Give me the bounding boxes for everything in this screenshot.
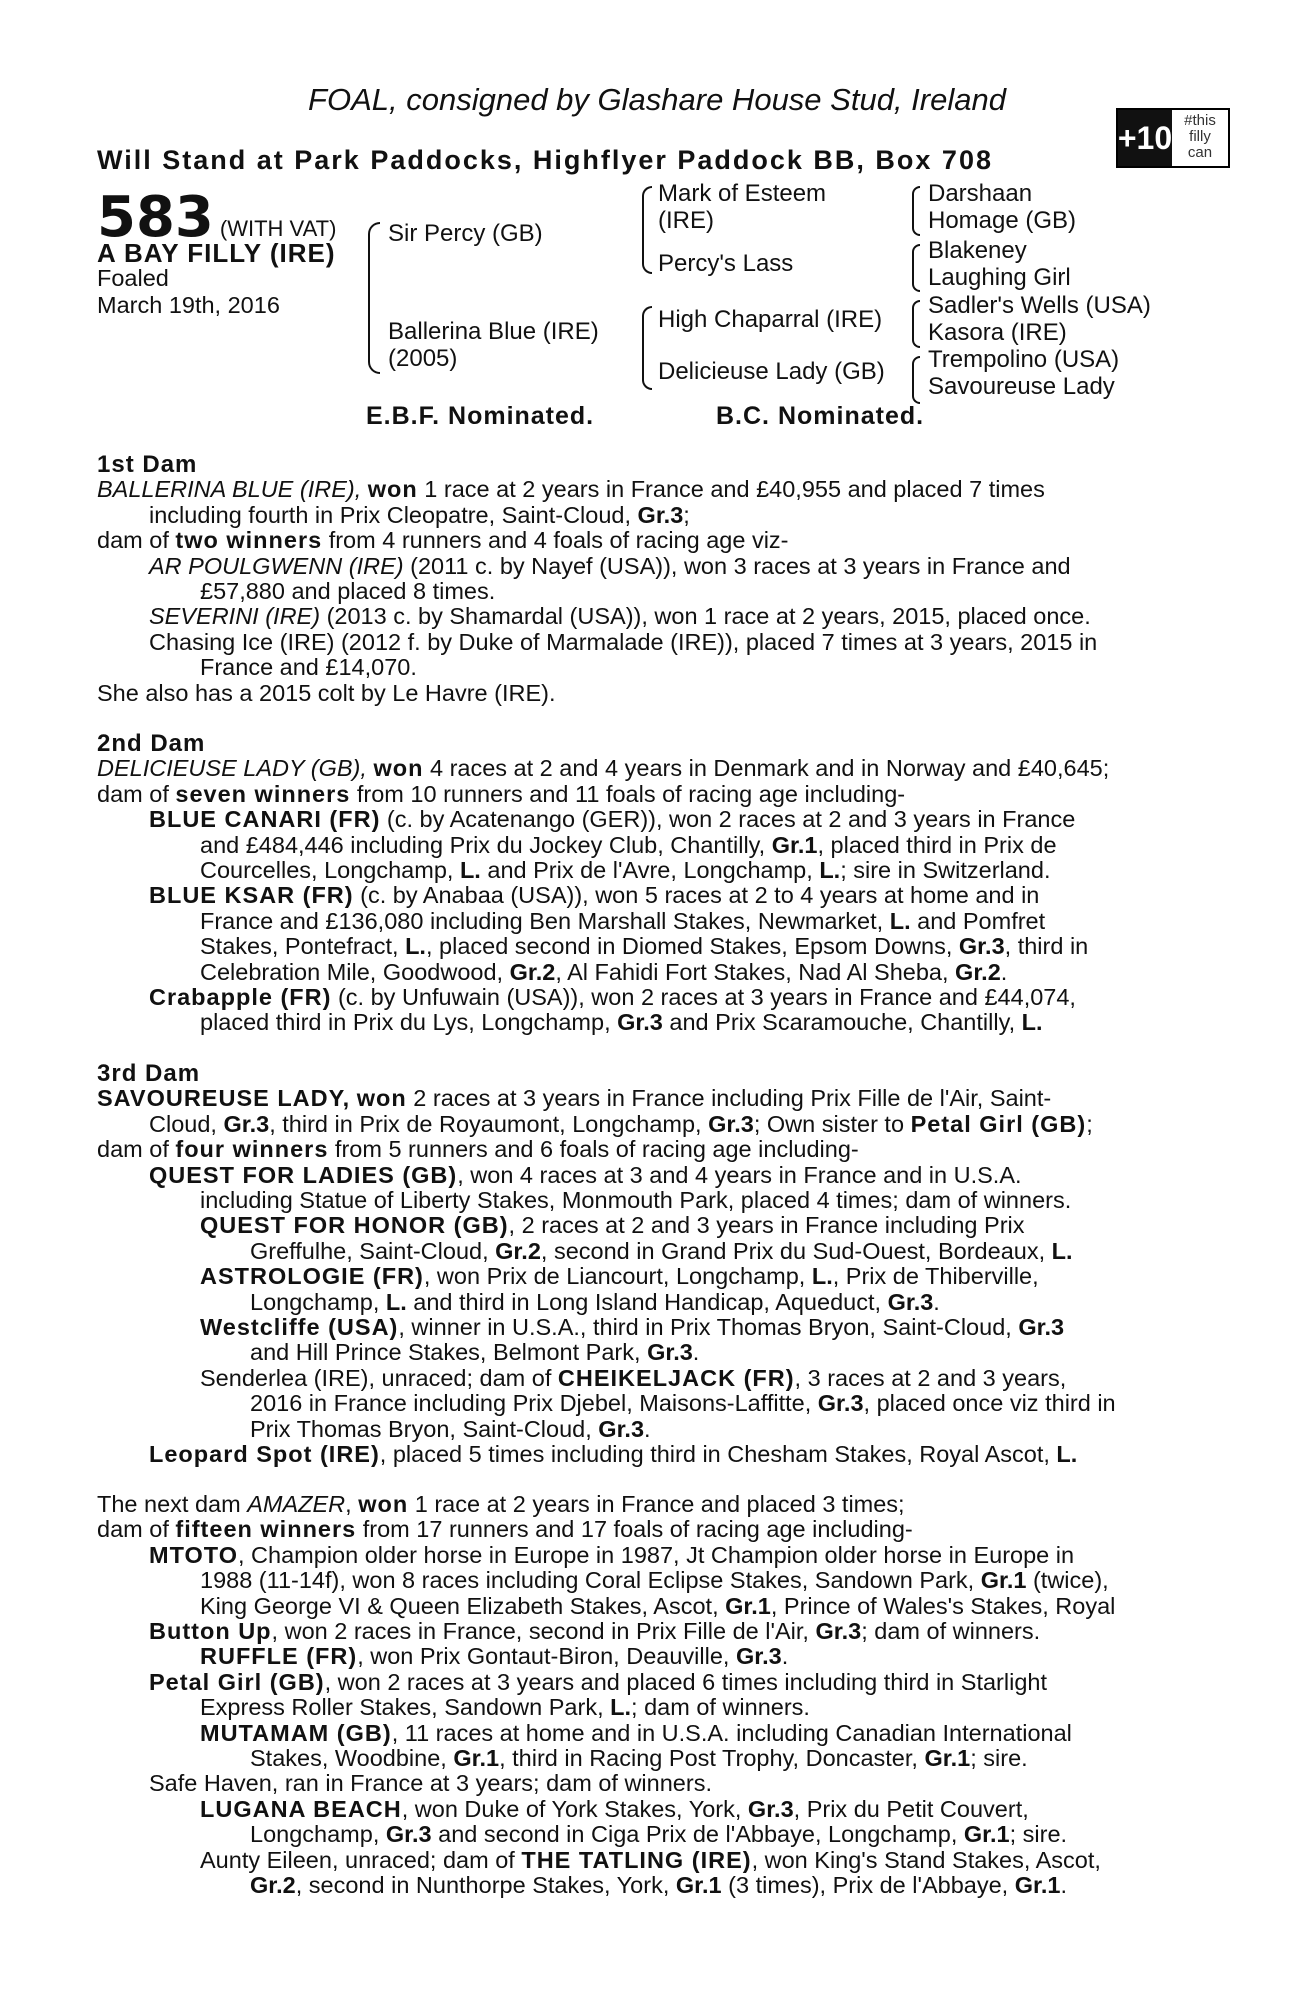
- third-dam-heading: 3rd Dam: [97, 1060, 201, 1087]
- pedigree-brace-1: [368, 222, 380, 374]
- pedigree-brace-3: [642, 306, 652, 390]
- first-dam-line-1: BALLERINA BLUE (IRE), won 1 race at 2 years in France and £40,955 and placed 7 times: [97, 476, 1045, 503]
- produce-safe-haven: Safe Haven, ran in France at 3 years; dam of winners.: [149, 1770, 712, 1797]
- produce-leopard-spot: Leopard Spot (IRE), placed 5 times including third in Chesham Stakes, Royal Ascot, L.: [149, 1441, 1078, 1468]
- produce-quest-for-ladies: QUEST FOR LADIES (GB), won 4 races at 3 and 4 years in France and in U.S.A.: [149, 1161, 1022, 1188]
- hashtag-label: [1172, 110, 1228, 166]
- produce-lugana-beach-cont: Longchamp, Gr.3 and second in Ciga Prix de l'Abbaye, Longchamp, Gr.1; sire.: [250, 1821, 1068, 1848]
- second-dam-line-1: DELICIEUSE LADY (GB), won 4 races at 2 and 4 years in Denmark and in Norway and £40,645;: [97, 755, 1110, 782]
- produce-westcliffe-cont: and Hill Prince Stakes, Belmont Park, Gr.3.: [250, 1339, 700, 1366]
- pedigree-gen4-1: Darshaan: [928, 180, 1033, 207]
- pedigree-sire-dam: Percy's Lass: [658, 250, 794, 277]
- produce-blue-ksar-cont-2: Stakes, Pontefract, L., placed second in Diomed Stakes, Epsom Downs, Gr.3, third in: [200, 933, 1089, 960]
- produce-crabapple-cont: placed third in Prix du Lys, Longchamp, Gr.3 and Prix Scaramouche, Chantilly, L.: [200, 1009, 1043, 1036]
- foaled-date: March 19th, 2016: [97, 292, 280, 318]
- vat-label: (WITH VAT): [219, 216, 337, 241]
- pedigree-dam-dam: Delicieuse Lady (GB): [658, 358, 885, 385]
- pedigree-gen4-8: Savoureuse Lady: [928, 373, 1115, 400]
- tag-line-2: filly: [1189, 128, 1211, 145]
- foaled-label: Foaled: [97, 265, 169, 291]
- next-dam-section: [97, 1492, 1217, 1899]
- produce-chasing-ice: Chasing Ice (IRE) (2012 f. by Duke of Marmalade (IRE)), placed 7 times at 3 years, 2015 in: [149, 628, 1098, 655]
- produce-severini: SEVERINI (IRE) (2013 c. by Shamardal (USA)), won 1 race at 2 years, 2015, placed once.: [149, 603, 1091, 630]
- pedigree-sire-sire: Mark of Esteem: [658, 180, 827, 207]
- pedigree-gen4-7: Trempolino (USA): [928, 346, 1120, 373]
- produce-mtoto-cont-2: King George VI & Queen Elizabeth Stakes, Ascot, Gr.1, Prince of Wales's Stakes, Royal: [200, 1592, 1116, 1619]
- produce-quest-for-honor-cont: Greffulhe, Saint-Cloud, Gr.2, second in Grand Prix du Sud-Ouest, Bordeaux, L.: [250, 1237, 1073, 1264]
- produce-aunty-eileen-cont: Gr.2, second in Nunthorpe Stakes, York, Gr.1 (3 times), Prix de l'Abbaye, Gr.1.: [250, 1872, 1068, 1899]
- pedigree-gen4-5: Sadler's Wells (USA): [928, 292, 1151, 319]
- produce-aunty-eileen: Aunty Eileen, unraced; dam of THE TATLING (IRE), won King's Stand Stakes, Ascot,: [200, 1846, 1101, 1873]
- first-dam-section: [97, 452, 1217, 706]
- second-dam-heading: 2nd Dam: [97, 730, 206, 757]
- second-dam-produce-intro: dam of seven winners from 10 runners and 11 foals of racing age including-: [97, 780, 906, 807]
- pedigree-sire-sire-country: (IRE): [658, 207, 714, 234]
- first-dam-line-2: including fourth in Prix Cleopatre, Saint-Cloud, Gr.3;: [149, 501, 690, 528]
- first-dam-produce-intro: dam of two winners from 4 runners and 4 foals of racing age viz-: [97, 527, 789, 554]
- produce-ar-poulgwenn: AR POULGWENN (IRE) (2011 c. by Nayef (USA)), won 3 races at 3 years in France and: [149, 552, 1071, 579]
- produce-mutamam-cont: Stakes, Woodbine, Gr.1, third in Racing Post Trophy, Doncaster, Gr.1; sire.: [250, 1745, 1028, 1772]
- produce-ruffle: RUFFLE (FR), won Prix Gontaut-Biron, Deauville, Gr.3.: [200, 1643, 789, 1670]
- pedigree-dam-sire: High Chaparral (IRE): [658, 306, 883, 333]
- produce-westcliffe: Westcliffe (USA), winner in U.S.A., third in Prix Thomas Bryon, Saint-Cloud, Gr.3: [200, 1314, 1065, 1341]
- lot-name: A BAY FILLY (IRE): [97, 238, 336, 268]
- next-dam-line-1: The next dam AMAZER, won 1 race at 2 years in France and placed 3 times;: [97, 1491, 905, 1517]
- pedigree-dam-year: (2005): [388, 345, 458, 372]
- third-dam-section: [97, 1061, 1217, 1468]
- stand-location: Will Stand at Park Paddocks, Highflyer Paddock BB, Box 708: [97, 145, 993, 175]
- third-dam-line-1: SAVOUREUSE LADY, won 2 races at 3 years in France including Prix Fille de l'Air, Saint-: [97, 1085, 1052, 1112]
- produce-mutamam: MUTAMAM (GB), 11 races at home and in U.S.A. including Canadian International: [200, 1719, 1072, 1746]
- first-dam-heading: 1st Dam: [97, 451, 198, 478]
- tag-line-3: can: [1187, 144, 1213, 161]
- produce-quest-for-ladies-cont: including Statue of Liberty Stakes, Monmouth Park, placed 4 times; dam of winners.: [200, 1187, 1072, 1214]
- produce-2015-colt: She also has a 2015 colt by Le Havre (IRE).: [97, 679, 556, 706]
- produce-blue-canari: BLUE CANARI (FR) (c. by Acatenango (GER)), won 2 races at 2 and 3 years in France: [149, 806, 1076, 833]
- produce-blue-canari-cont-2: Courcelles, Longchamp, L. and Prix de l'Avre, Longchamp, L.; sire in Switzerland.: [200, 857, 1051, 884]
- this-filly-can-badge: [1116, 108, 1230, 168]
- produce-button-up: Button Up, won 2 races in France, second in Prix Fille de l'Air, Gr.3; dam of winners.: [149, 1618, 1041, 1645]
- produce-ar-poulgwenn-cont: £57,880 and placed 8 times.: [200, 578, 496, 605]
- produce-astrologie: ASTROLOGIE (FR), won Prix de Liancourt, Longchamp, L., Prix de Thiberville,: [200, 1263, 1039, 1290]
- pedigree-dam: Ballerina Blue (IRE): [388, 318, 599, 345]
- third-dam-line-2: Cloud, Gr.3, third in Prix de Royaumont, Longchamp, Gr.3; Own sister to Petal Girl (GB);: [149, 1110, 1093, 1137]
- produce-chasing-ice-cont: France and £14,070.: [200, 654, 417, 681]
- produce-astrologie-cont: Longchamp, L. and third in Long Island Handicap, Aqueduct, Gr.3.: [250, 1288, 940, 1315]
- pedigree-gen4-3: Blakeney: [928, 237, 1027, 264]
- plus-ten-logo: +10: [1118, 110, 1172, 166]
- ebf-nominated: E.B.F. Nominated.: [366, 402, 595, 430]
- produce-lugana-beach: LUGANA BEACH, won Duke of York Stakes, York, Gr.3, Prix du Petit Couvert,: [200, 1795, 1029, 1822]
- pedigree-gen4-4: Laughing Girl: [928, 264, 1071, 291]
- pedigree-sire: Sir Percy (GB): [388, 220, 543, 247]
- tag-line-1: #this: [1184, 112, 1216, 129]
- pedigree-gen4-2: Homage (GB): [928, 207, 1077, 234]
- pedigree-brace-2: [642, 186, 652, 274]
- produce-quest-for-honor: QUEST FOR HONOR (GB), 2 races at 2 and 3 years in France including Prix: [200, 1212, 1025, 1239]
- produce-blue-ksar: BLUE KSAR (FR) (c. by Anabaa (USA)), won 5 races at 2 to 4 years at home and in: [149, 882, 1040, 909]
- pedigree-brace-4b: [912, 244, 920, 292]
- produce-senderlea: Senderlea (IRE), unraced; dam of CHEIKELJACK (FR), 3 races at 2 and 3 years,: [200, 1364, 1067, 1391]
- third-dam-produce-intro: dam of four winners from 5 runners and 6 foals of racing age including-: [97, 1136, 859, 1163]
- produce-mtoto-cont-1: 1988 (11-14f), won 8 races including Coral Eclipse Stakes, Sandown Park, Gr.1 (twice),: [200, 1567, 1109, 1594]
- produce-petal-girl: Petal Girl (GB), won 2 races at 3 years and placed 6 times including third in Starlight: [149, 1668, 1047, 1695]
- bc-nominated: B.C. Nominated.: [716, 402, 925, 430]
- produce-senderlea-cont-1: 2016 in France including Prix Djebel, Maisons-Laffitte, Gr.3, placed once viz third in: [250, 1390, 1116, 1417]
- produce-petal-girl-cont: Express Roller Stakes, Sandown Park, L.; dam of winners.: [200, 1694, 810, 1721]
- pedigree-brace-4a: [912, 186, 920, 236]
- produce-blue-ksar-cont-1: France and £136,080 including Ben Marshall Stakes, Newmarket, L. and Pomfret: [200, 907, 1046, 934]
- next-dam-produce-intro: dam of fifteen winners from 17 runners and 17 foals of racing age including-: [97, 1516, 913, 1543]
- second-dam-section: [97, 731, 1217, 1036]
- produce-blue-canari-cont-1: and £484,446 including Prix du Jockey Club, Chantilly, Gr.1, placed third in Prix de: [200, 831, 1057, 858]
- pedigree-gen4-6: Kasora (IRE): [928, 319, 1067, 346]
- produce-blue-ksar-cont-3: Celebration Mile, Goodwood, Gr.2, Al Fahidi Fort Stakes, Nad Al Sheba, Gr.2.: [200, 958, 1008, 985]
- produce-senderlea-cont-2: Prix Thomas Bryon, Saint-Cloud, Gr.3.: [250, 1415, 651, 1442]
- lot-number: 583: [97, 185, 214, 250]
- consignment-line: FOAL, consigned by Glashare House Stud, Ireland: [308, 82, 1006, 117]
- pedigree-brace-4d: [912, 356, 920, 404]
- produce-crabapple: Crabapple (FR) (c. by Unfuwain (USA)), won 2 races at 3 years in France and £44,074,: [149, 984, 1076, 1011]
- produce-mtoto: MTOTO, Champion older horse in Europe in 1987, Jt Champion older horse in Europe in: [149, 1541, 1075, 1568]
- pedigree-brace-4c: [912, 300, 920, 348]
